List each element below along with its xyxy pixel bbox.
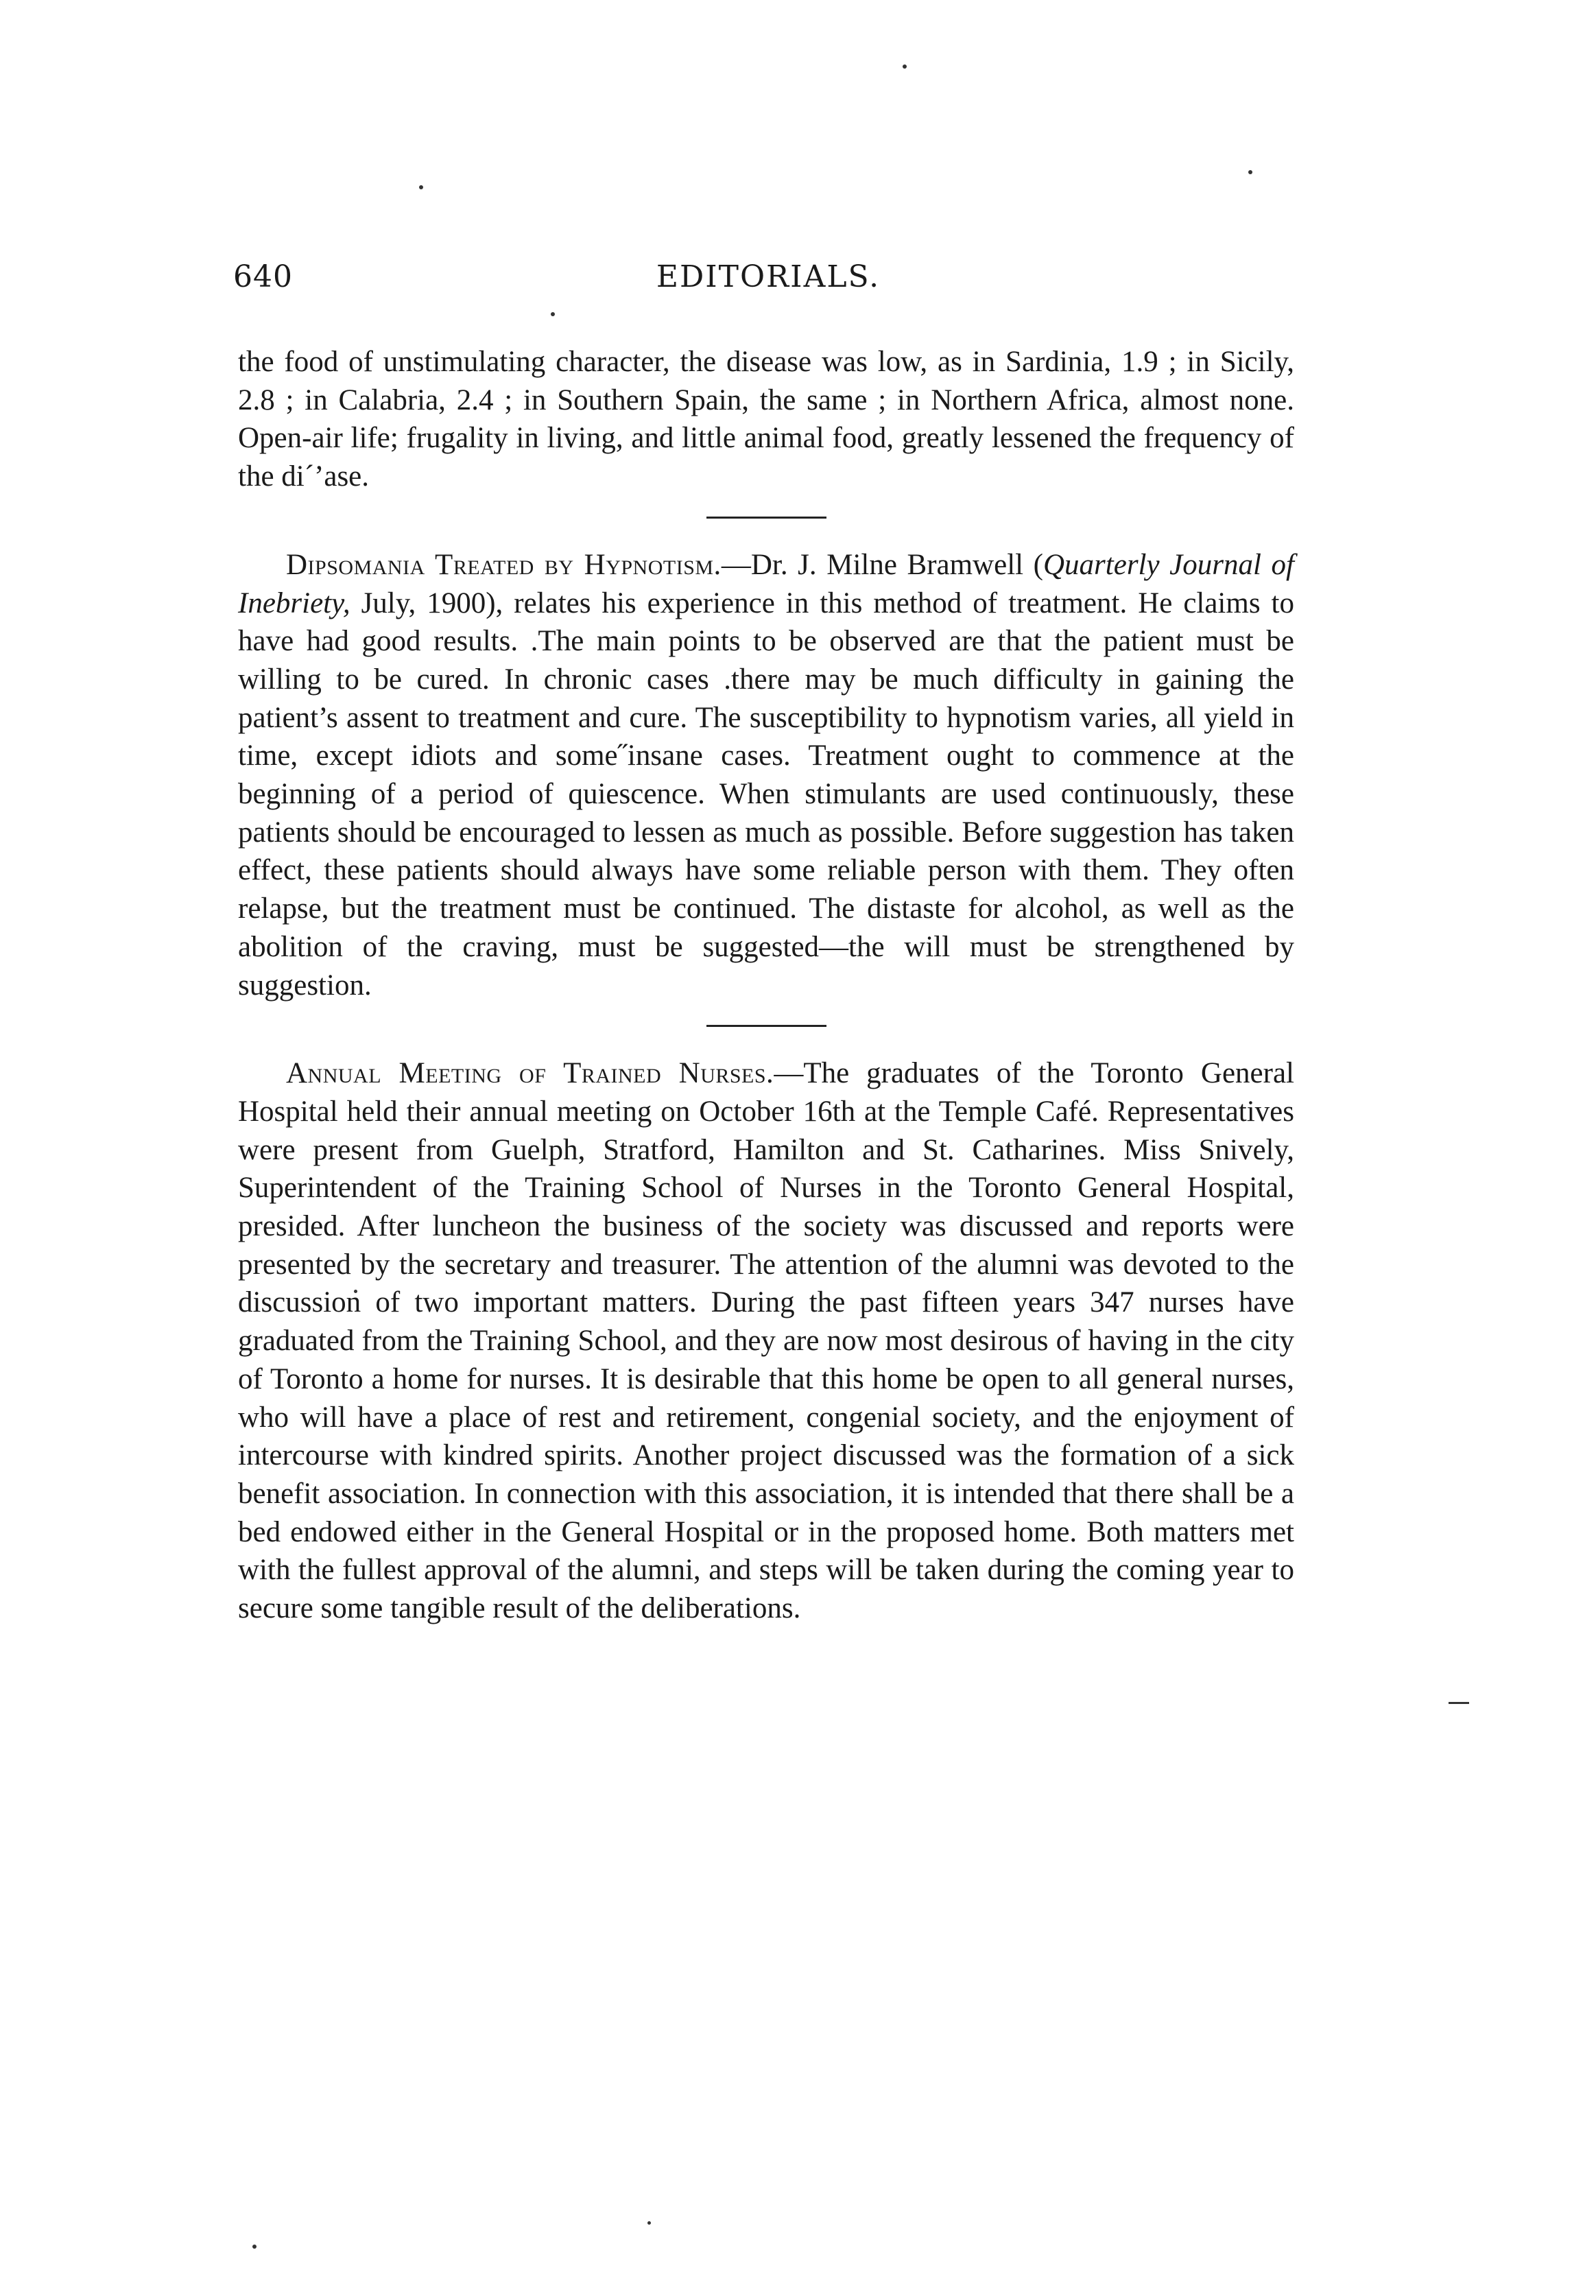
scan-speck [419, 185, 423, 189]
scan-speck [647, 2221, 651, 2225]
page-number: 640 [233, 259, 293, 294]
paragraph-continuation: the food of unstimulating character, the disease was low, as in Sardinia, 1.9 ; in Sicily, 2.8 ; in Calabria, 2.4 ; in Southern Spain, the same ; in Northern Africa, almost none. Open-air life; frugality in living, and little animal food, greatly lessened the frequency of the di´’ase. [238, 346, 1294, 493]
running-head: EDITORIALS. [656, 259, 881, 294]
article-text: —Dr. J. Milne Bramwell ( [721, 548, 1043, 581]
article-heading: Annual Meeting of Trained Nurses. [286, 1057, 774, 1090]
journal-citation: Quarterly Journal of Inebriety, [238, 548, 1294, 619]
article-heading: Dipsomania Treated by Hypnotism. [286, 548, 722, 581]
scan-speck [903, 64, 907, 69]
article-text: —The graduates of the Toronto General Hospital held their annual meeting on October 16th at the Temple Café. Representatives were present from Guelph, Stratford, Hamilton and St. Catharines. Miss Snively, Superintendent of the Training School of Nurses in the Toronto General Hospital, presided. After luncheon the business of the society was discussed and reports were presented by the secretary and treasurer. The attention of the alumni was devoted to the discussion of two important matters. During the past fifteen years 347 nurses have graduated from the Training School, and they are now most desirous of having in the city of Toronto a home for nurses. It is desirable that this home be open to all general nurses, who will have a place of rest and retirement, congenial society, and the enjoyment of intercourse with kindred spirits. Another project discussed was the formation of a sick benefit association. In connection with this association, it is intended that there shall be a bed endowed either in the General Hospital or in the proposed home. Both matters met with the fullest approval of the alumni, and steps will be taken during the coming year to secure some tangible result of the deliberations. [238, 1057, 1294, 1625]
scan-speck [551, 312, 555, 316]
article-dipsomania [238, 546, 1294, 1004]
margin-mark [1449, 1702, 1469, 1704]
page-header [233, 259, 1303, 307]
article-trained-nurses [238, 1054, 1294, 1628]
body-text [238, 343, 1294, 1628]
scan-speck [1248, 170, 1252, 174]
section-divider [706, 1025, 826, 1027]
scan-speck [252, 2245, 257, 2249]
article-text: July, 1900), relates his experience in this method of treatment. He claims to have had good results. .The main points to be observed are that the patient must be willing to be cured. In chronic cases .there may be much difficulty in gaining the patient’s assent to treatment and cure. The susceptibility to hypnotism varies, all yield in time, except idiots and some˝insane cases. Treatment ought to commence at the beginning of a period of quiescence. When stimulants are used continuously, these patients should be encouraged to lessen as much as possible. Before suggestion has taken effect, these patients should always have some reliable person with them. They often relapse, but the treatment must be continued. The distaste for alcohol, as well as the abolition of the craving, must be suggested—the will must be strengthened by suggestion. [238, 587, 1294, 1002]
section-divider [706, 517, 826, 519]
